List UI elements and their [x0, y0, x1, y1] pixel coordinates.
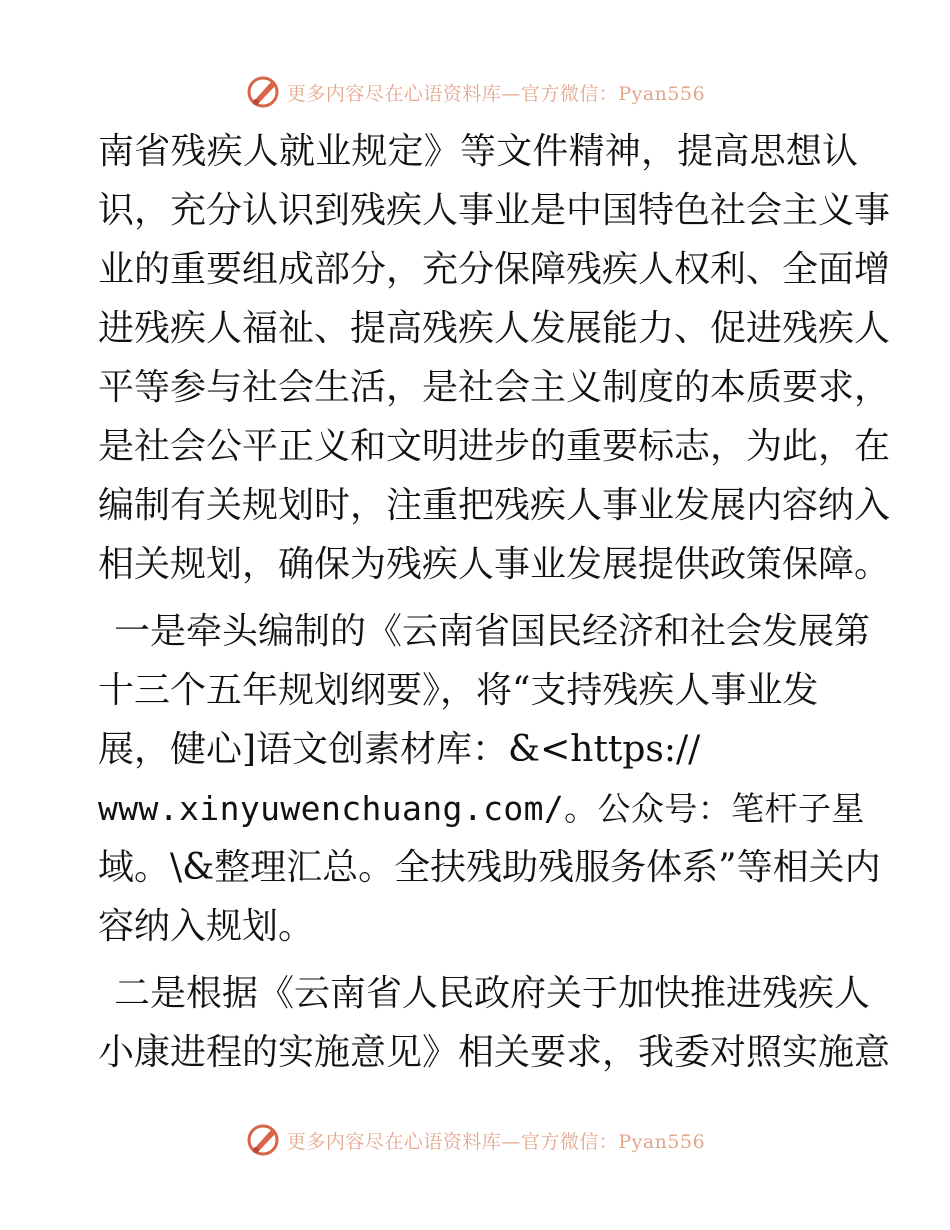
header-banner-text: 更多内容尽在心语资料库—官方微信：Pyan556 — [286, 82, 706, 105]
text-line: 进残疾人福祉、提高残疾人发展能力、促进残疾人 — [98, 308, 891, 349]
document-body — [98, 122, 891, 1090]
text-line: 南省残疾人就业规定》等文件精神，提高思想认 — [98, 131, 858, 172]
text-line: 域。\&整理汇总。全扶残助残服务体系”等相关内 — [98, 847, 881, 888]
footer-banner — [0, 1118, 950, 1162]
paragraph-1 — [98, 122, 891, 594]
text-line: 容纳入规划。 — [98, 906, 315, 947]
footer-banner-text: 更多内容尽在心语资料库—官方微信：Pyan556 — [286, 1130, 706, 1153]
text-line: 识，充分认识到残疾人事业是中国特色社会主义事 — [98, 190, 891, 231]
text-line: 编制有关规划时，注重把残疾人事业发展内容纳入 — [98, 485, 891, 526]
paragraph-2 — [98, 602, 881, 956]
text-line: 十三个五年规划纲要》，将“支持残疾人事业发 — [98, 670, 819, 711]
text-line-url: www.xinyuwenchuang.com/。公众号：笔杆子星 — [98, 789, 865, 828]
text-line: 一是牵头编制的《云南省国民经济和社会发展第 — [114, 611, 871, 652]
text-line: 二是根据《云南省人民政府关于加快推进残疾人 — [114, 973, 871, 1014]
paragraph-3 — [98, 964, 891, 1082]
text-line: 展，健心]语文创素材库：&<https:// — [98, 729, 701, 770]
text-line: 相关规划，确保为残疾人事业发展提供政策保障。 — [98, 544, 891, 585]
text-line: 平等参与社会生活，是社会主义制度的本质要求， — [98, 367, 891, 408]
text-line: 小康进程的实施意见》相关要求，我委对照实施意 — [98, 1032, 891, 1073]
ink-brush-logo-icon — [245, 74, 281, 110]
header-banner — [0, 70, 950, 114]
ink-brush-logo-icon — [245, 1122, 281, 1158]
text-line: 是社会公平正义和文明进步的重要标志，为此，在 — [98, 426, 891, 467]
text-line: 业的重要组成部分，充分保障残疾人权利、全面增 — [98, 249, 891, 290]
